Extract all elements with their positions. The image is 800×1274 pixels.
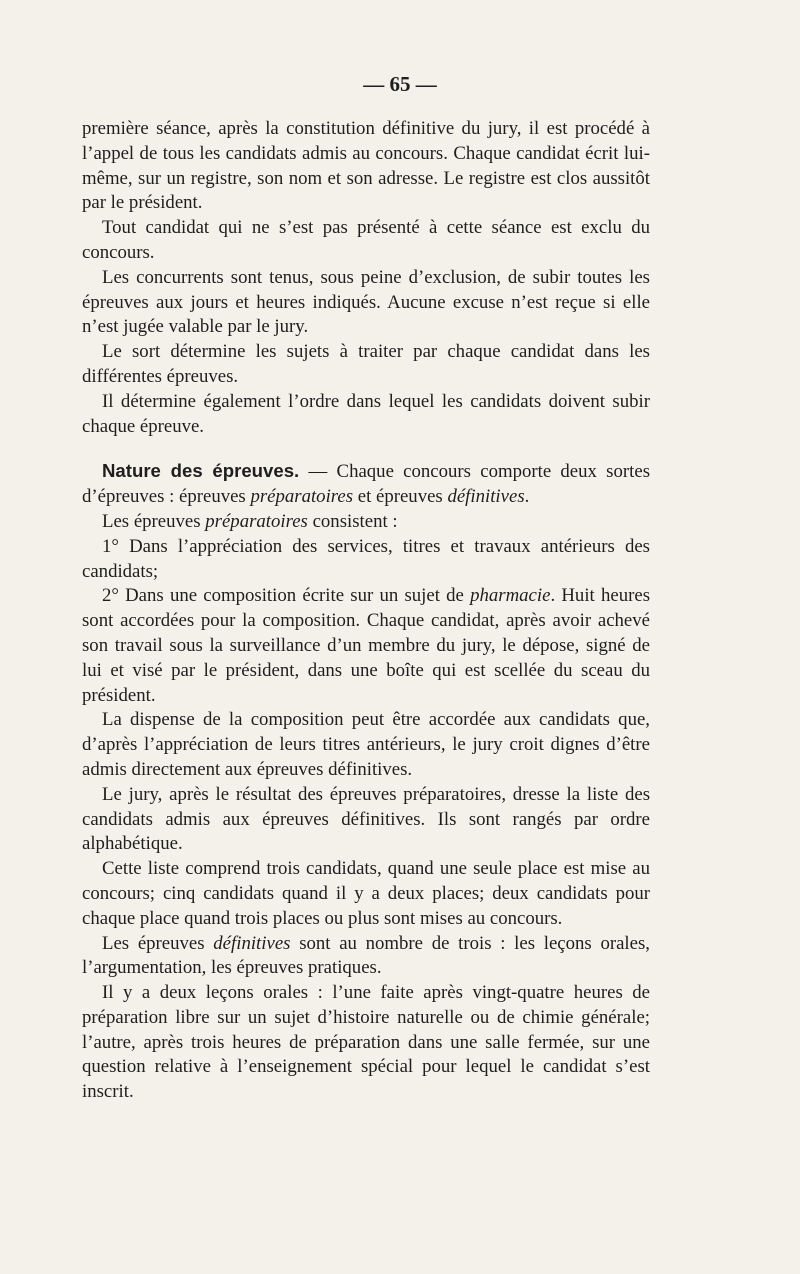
page-number: — 65 — (363, 72, 437, 96)
paragraph: Cette liste comprend trois candidats, quand une seule place est mise au concours; cinq candidats quand il y a deux places; deux candidats pour chaque place quand trois places ou plus sont mises au concours. (82, 858, 650, 929)
section-title: Nature des épreuves. (102, 460, 300, 482)
list-item: 1° Dans l’appréciation des services, titres et travaux antérieurs des candidats; (82, 535, 650, 582)
paragraph: Il détermine également l’ordre dans lequel les candidats doivent subir chaque épreuve. (82, 390, 650, 437)
paragraph: Tout candidat qui ne s’est pas présenté à cette séance est exclu du concours. (82, 217, 650, 263)
paragraph: Le sort détermine les sujets à traiter par chaque candidat dans les différentes épreuves. (82, 341, 650, 387)
paragraph: Les épreuves préparatoires consistent : (102, 510, 398, 532)
paragraph: Les épreuves définitives sont au nombre de trois : les leçons orales, l’argumentation, les épreuves pratiques. (82, 932, 650, 979)
paragraph: Il y a deux leçons orales : l’une faite après vingt-quatre heures de préparation libre sur un sujet d’histoire naturelle ou de chimie générale; l’autre, après trois heures de préparation dans une salle fermée, sur une question relative à l’enseignement spécial pour lequel le candidat s’est inscrit. (82, 982, 650, 1103)
paragraph: La dispense de la composition peut être accordée aux candidats que, d’après l’appréciation de leurs titres antérieurs, le jury croit dignes d’être admis directement aux épreuves définitives. (82, 709, 650, 780)
section-paragraph: Nature des épreuves. — Chaque concours comporte deux sortes d’épreuves : épreuves préparatoires et épreuves définitives. (82, 460, 651, 508)
paragraph: Les concurrents sont tenus, sous peine d’exclusion, de subir toutes les épreuves aux jours et heures indiqués. Aucune excuse n’est reçue si elle n’est jugée valable par le jury. (82, 266, 650, 338)
paragraph: première séance, après la constitution définitive du jury, il est procédé à l’appel de tous les candidats admis au concours. Chaque candidat écrit lui-même, sur un registre, son nom et son adresse. Le registre est clos aussitôt par le président. (82, 118, 650, 214)
paragraph: Le jury, après le résultat des épreuves préparatoires, dresse la liste des candidats admis aux épreuves définitives. Ils sont rangés par ordre alphabétique. (82, 783, 650, 855)
list-item: 2° Dans une composition écrite sur un sujet de pharmacie. Huit heures sont accordées pour la composition. Chaque candidat, après avoir achevé son travail sous la surveillance d’un membre du jury, le dépose, signé de lui et visé par le président, dans une boîte qui est scellée du sceau du président. (82, 585, 650, 706)
body-text (82, 117, 650, 1105)
section-gap (82, 439, 650, 459)
